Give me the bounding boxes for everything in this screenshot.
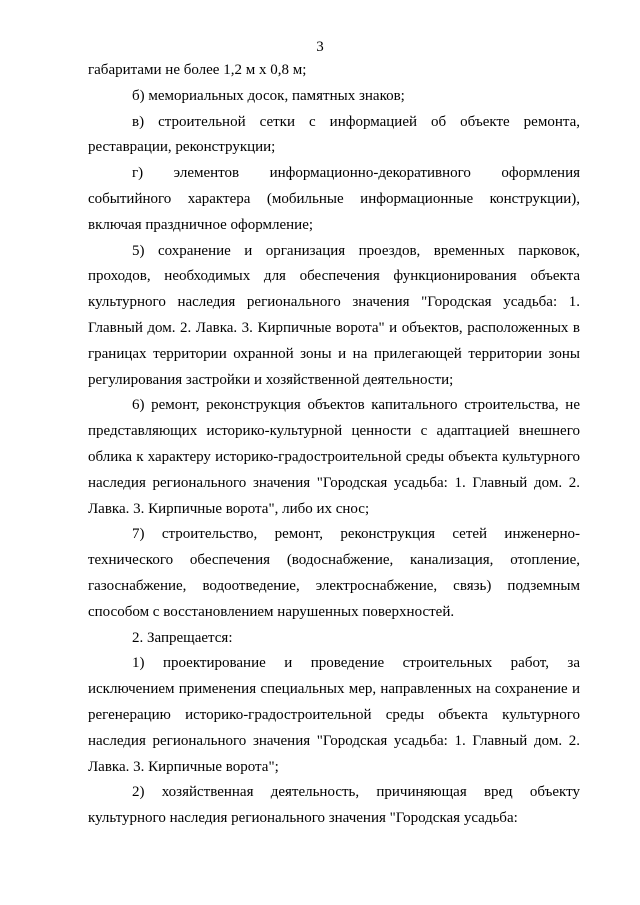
paragraph-decorative-elements: г) элементов информационно-декоративного оформления событийного характера (мобильные информационные конструкции), включая праздничное оформление; (88, 165, 580, 233)
paragraph-prohibited-heading: 2. Запрещается: (132, 629, 233, 646)
paragraph-repair-reconstruction: 6) ремонт, реконструкция объектов капитального строительства, не представляющих историко-культурной ценности с адаптацией внешнего облика к характеру историко-градостроительной среды объекта культурного наследия регионального значения "Городская усадьба: 1. Главный дом. 2. Лавка. 3. Кирпичные ворота", либо их снос; (88, 397, 580, 517)
paragraph-design-works: 1) проектирование и проведение строительных работ, за исключением применения специальных мер, направленных на сохранение и регенерацию историко-градостроительной среды объекта культурного наследия регионального значения "Городская усадьба: 1. Главный дом. 2. Лавка. 3. Кирпичные ворота"; (88, 655, 580, 775)
document-body (88, 58, 580, 832)
paragraph-memorial-plaques: б) мемориальных досок, памятных знаков; (132, 87, 405, 104)
paragraph-driveways: 5) сохранение и организация проездов, временных парковок, проходов, необходимых для обеспечения функционирования объекта культурного наследия регионального значения "Городская усадьба: 1. Главный дом. 2. Лавка. 3. Кирпичные ворота" и объектов, расположенных в границах территории охранной зоны и на прилегающей территории зоны регулирования застройки и хозяйственной деятельности; (88, 242, 580, 388)
paragraph-construction-net: в) строительной сетки с информацией об объекте ремонта, реставрации, реконструкции; (88, 113, 580, 156)
page-number: 3 (316, 39, 324, 55)
paragraph-dimensions: габаритами не более 1,2 м х 0,8 м; (88, 62, 307, 78)
paragraph-engineering-networks: 7) строительство, ремонт, реконструкция сетей инженерно-технического обеспечения (водоснабжение, канализация, отопление, газоснабжение, водоотведение, электроснабжение, связь) подземным способом с восстановлением нарушенных поверхностей. (88, 526, 580, 620)
paragraph-economic-activity: 2) хозяйственная деятельность, причиняющая вред объекту культурного наследия регионального значения "Городская усадьба: (88, 784, 580, 827)
